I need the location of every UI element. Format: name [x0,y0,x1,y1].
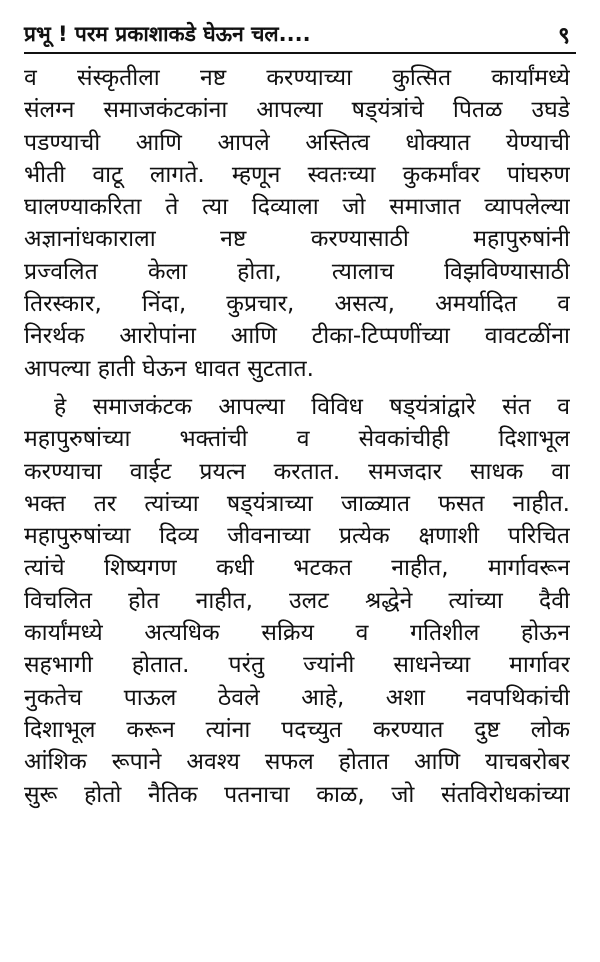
text-line: त्यांचे शिष्यगण कधी भटकत नाहीत, मार्गावरून [24,555,570,582]
text-line: निरर्थक आरोपांना आणि टीका-टिप्पणींच्या वावटळींना [24,323,570,350]
text-line: आंशिक रूपाने अवश्य सफल होतात आणि याचबरोबर [24,749,570,776]
text-line: सुरू होतो नैतिक पतनाचा काळ, जो संतविरोधकांच्या [24,781,570,808]
paragraph-2 [24,391,570,811]
text-line: घालण्याकरिता ते त्या दिव्याला जो समाजात व्यापलेल्या [24,194,570,221]
text-line: पडण्याची आणि आपले अस्तित्व धोक्यात येण्याची [24,129,570,156]
header-title: प्रभू ! परम प्रकाशाकडे घेऊन चल.... [24,22,311,46]
text-line: भीती वाटू लागते. म्हणून स्वतःच्या कुकर्मांवर पांघरुण [24,161,570,188]
running-header [24,18,576,54]
text-line: आपल्या हाती घेऊन धावत सुटतात. [24,355,314,382]
text-line: दिशाभूल करून त्यांना पदच्युत करण्यात दुष्ट लोक [24,716,570,743]
text-line: व संस्कृतीला नष्ट करण्याच्या कुत्सित कार्यांमध्ये [24,65,570,91]
body-text [24,62,570,811]
text-line: तिरस्कार, निंदा, कुप्रचार, असत्य, अमर्यादित व [24,291,570,318]
page-number: ९ [558,23,570,49]
text-line: नुकतेच पाऊल ठेवले आहे, अशा नवपथिकांची [24,684,570,711]
paragraph-1 [24,62,570,385]
text-line: करण्याचा वाईट प्रयत्न करतात. समजदार साधक वा [24,458,570,485]
text-line: विचलित होत नाहीत, उलट श्रद्धेने त्यांच्या दैवी [24,587,570,614]
text-line: अज्ञानांधकाराला नष्ट करण्यासाठी महापुरुषांनी [24,226,570,253]
text-line: हे समाजकंटक आपल्या विविध षड्‌यंत्रांद्वारे संत व [54,393,570,420]
text-line: महापुरुषांच्या भक्तांची व सेवकांचीही दिशाभूल [24,426,570,453]
text-line: भक्त तर त्यांच्या षड्‌यंत्राच्या जाळ्यात फसत नाहीत. [24,490,570,517]
text-line: कार्यांमध्ये अत्यधिक सक्रिय व गतिशील होऊन [24,620,570,647]
text-line: महापुरुषांच्या दिव्य जीवनाच्या प्रत्येक क्षणाशी परिचित [24,523,570,550]
text-line: संलग्न समाजकंटकांना आपल्या षड्‌यंत्रांचे पितळ उघडे [24,97,570,124]
text-line: सहभागी होतात. परंतु ज्यांनी साधनेच्या मार्गावर [24,652,570,679]
text-line: प्रज्वलित केला होता, त्यालाच विझविण्यासाठी [24,258,570,285]
